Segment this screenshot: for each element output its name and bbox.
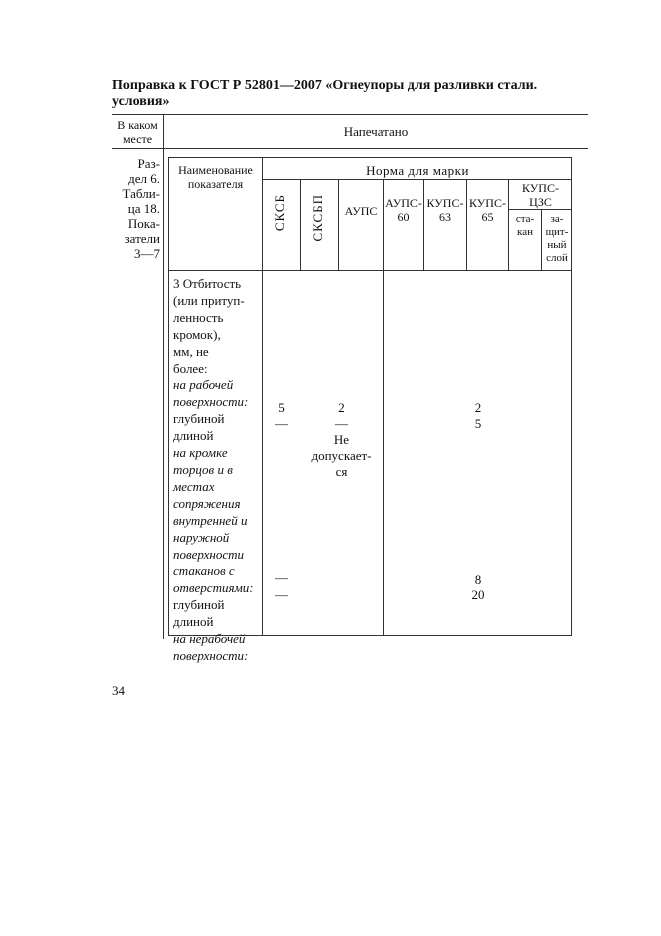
not-allowed-text: Не допускает- ся	[311, 432, 372, 479]
mark-skcbp: СКСБП	[310, 194, 325, 242]
sub-stakan: ста- кан	[515, 213, 535, 238]
skcb-length: —	[275, 416, 288, 431]
location-text: Раз- дел 6. Табли- ца 18. Пока- затели 3—7	[122, 156, 160, 261]
right-depth-2: 8	[474, 572, 482, 587]
document-title	[112, 78, 537, 110]
skcb-depth: 5	[278, 400, 285, 415]
skcb-depth-2: —	[275, 570, 288, 585]
mark-aups: АУПС	[344, 204, 378, 218]
outer-header-rule	[112, 148, 588, 149]
name-col-divider	[262, 157, 263, 636]
outer-top-rule	[112, 114, 588, 115]
mid-depth: 2	[338, 400, 345, 415]
title-line-1: Поправка к ГОСТ Р 52801—2007 «Огнеупоры для разливки стали.	[112, 78, 538, 93]
skcb-length-2: —	[275, 587, 288, 602]
mark-skcb: СКСБ	[272, 194, 287, 232]
mark-kups63: КУПС- 63	[426, 196, 464, 224]
col-divider-1	[300, 179, 301, 270]
mid-length: —	[335, 416, 348, 431]
right-length: 5	[474, 416, 482, 431]
sub-zashch: за- щит- ный слой	[545, 213, 569, 264]
printed-header: Напечатано	[343, 124, 409, 139]
indicator-name-header: Наименование показателя	[178, 163, 253, 191]
kupsczs-subheader-rule	[508, 209, 572, 210]
mark-kupsczs: КУПС- ЦЗС	[522, 181, 559, 209]
location-header: В каком месте	[117, 118, 158, 146]
mark-kups65: КУПС- 65	[469, 196, 506, 224]
col-divider-5	[466, 179, 467, 270]
outer-col-divider	[163, 114, 164, 639]
row-name-text: 3 Отбитость (или притуп- ленность кромок), мм, не более: на рабочей поверхности: глубиной длиной на кромке торцов и в местах сопряжения внутренней и наружной поверхности стаканов с отверстиями: глубиной длиной на нерабочей поверхности:	[173, 276, 254, 663]
right-depth: 2	[474, 400, 482, 415]
col-divider-4	[423, 179, 424, 270]
col-divider-2	[338, 179, 339, 270]
norm-header: Норма для марки	[366, 163, 469, 178]
page-number: 34	[112, 683, 125, 698]
title-line-2: условия»	[112, 94, 170, 109]
header-bottom-rule	[168, 270, 572, 271]
norm-header-rule	[262, 179, 572, 180]
right-length-2: 20	[471, 587, 485, 602]
mark-aups60: АУПС- 60	[385, 196, 422, 224]
